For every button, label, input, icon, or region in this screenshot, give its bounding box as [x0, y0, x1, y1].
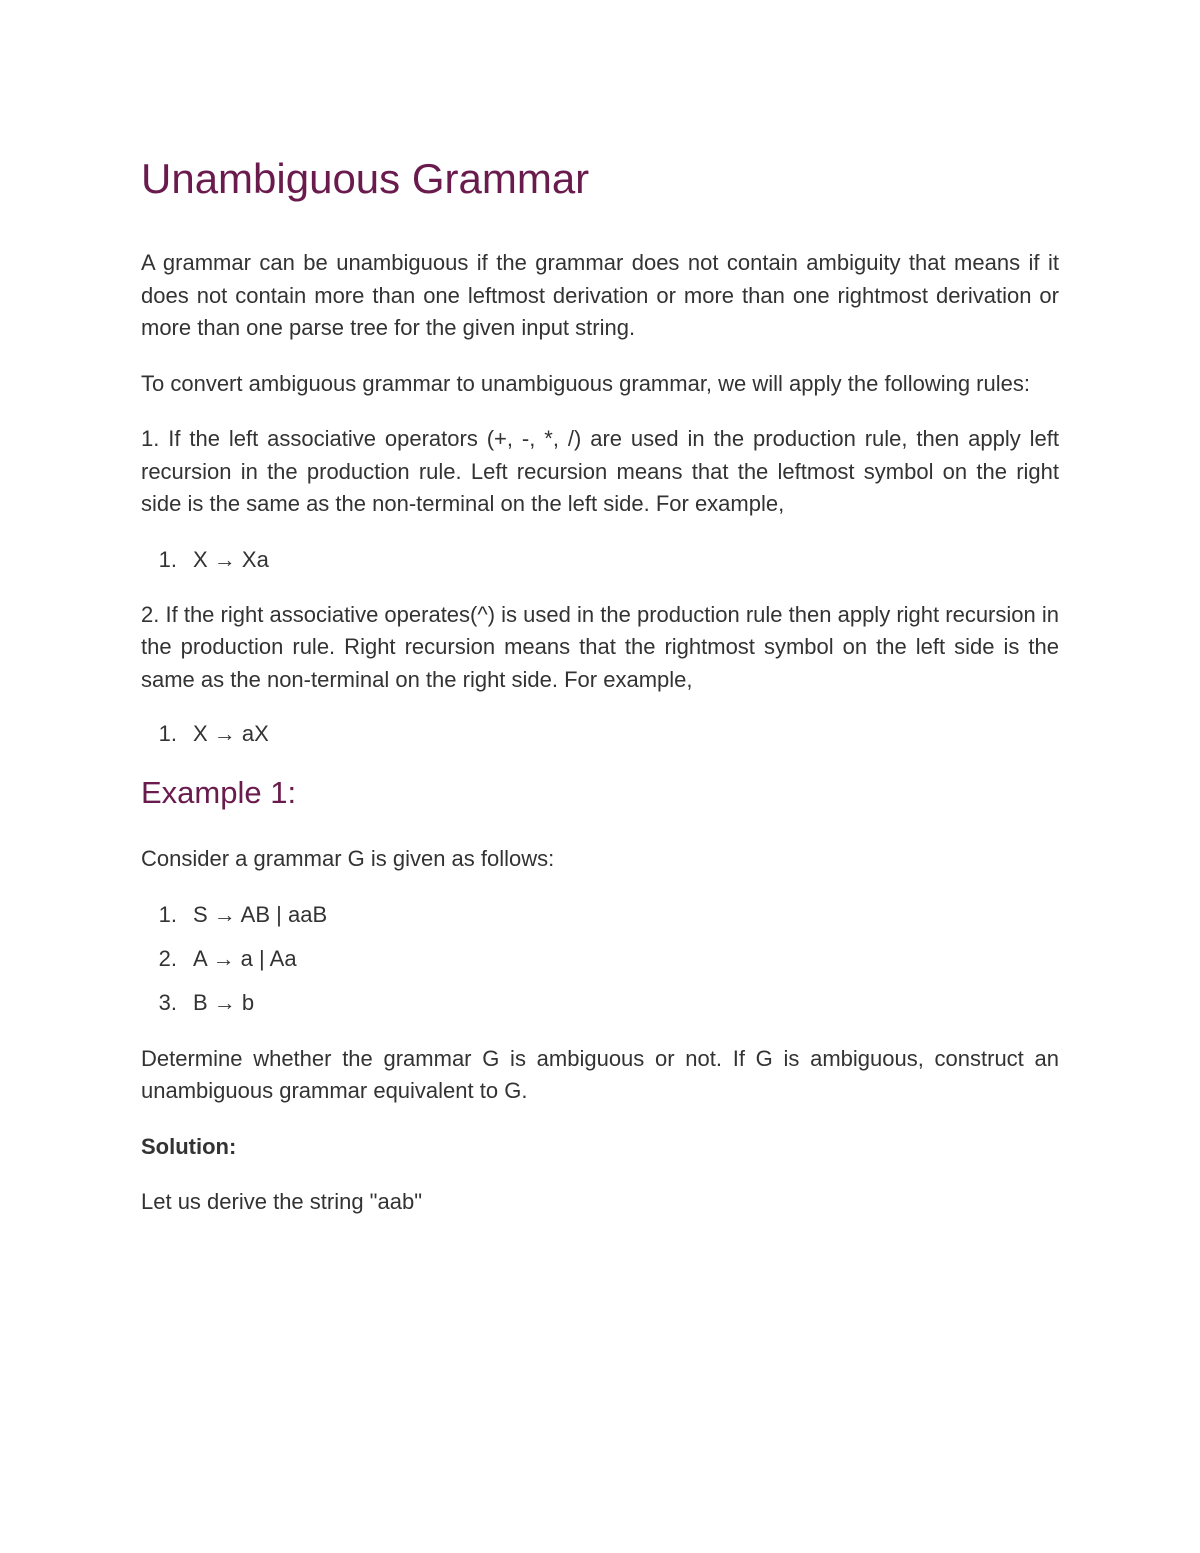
solution-paragraph: [141, 1131, 1059, 1164]
convert-paragraph: To convert ambiguous grammar to unambiguous grammar, we will apply the following rules:: [141, 370, 1030, 396]
list-item-text: A → a | Aa: [193, 945, 297, 971]
list-item: [141, 544, 1059, 588]
list-item-number: 1.: [158, 901, 177, 927]
document-page: [141, 150, 1059, 1219]
determine-paragraph: Determine whether the grammar G is ambiguous or not. If G is ambiguous, construct an unambiguous grammar equivalent to G.: [141, 1045, 1059, 1103]
list-item-number: 1.: [158, 546, 177, 572]
example1-heading: Example 1:: [141, 775, 297, 810]
list-item: [141, 718, 1059, 762]
list-item-text: B → b: [193, 989, 255, 1015]
list-item-number: 2.: [158, 945, 177, 971]
list-item: [141, 987, 1059, 1031]
list-item-text: X → Xa: [193, 546, 269, 572]
grammar-list: [141, 899, 1059, 1031]
list-item-number: 3.: [158, 989, 177, 1015]
page-title: Unambiguous Grammar: [141, 155, 590, 202]
derive-paragraph: Let us derive the string "aab": [141, 1189, 423, 1214]
example1-intro: Consider a grammar G is given as follows:: [141, 846, 555, 871]
intro-paragraph: A grammar can be unambiguous if the grammar does not contain ambiguity that means if it does not contain more than one leftmost derivation or more than one rightmost derivation or more than one parse tree for the given input string.: [141, 250, 1059, 340]
list-item: [141, 943, 1059, 987]
list-item-text: S → AB | aaB: [193, 901, 328, 927]
rule2-example-list: [141, 718, 1059, 762]
solution-label: Solution:: [141, 1133, 237, 1159]
list-item-text: X → aX: [193, 721, 269, 746]
rule1-paragraph: 1. If the left associative operators (+, -, *, /) are used in the production rule, then apply left recursion in the production rule. Left recursion means that the leftmost symbol on the right side is the same as the non-terminal on the left side. For example,: [141, 426, 1059, 516]
rule2-paragraph: 2. If the right associative operates(^) is used in the production rule then apply right recursion in the production rule. Right recursion means that the rightmost symbol on the left side is the same as the non-terminal on the right side. For example,: [141, 601, 1059, 692]
rule1-example-list: [141, 544, 1059, 588]
list-item: [141, 899, 1059, 943]
list-item-number: 1.: [158, 721, 177, 746]
